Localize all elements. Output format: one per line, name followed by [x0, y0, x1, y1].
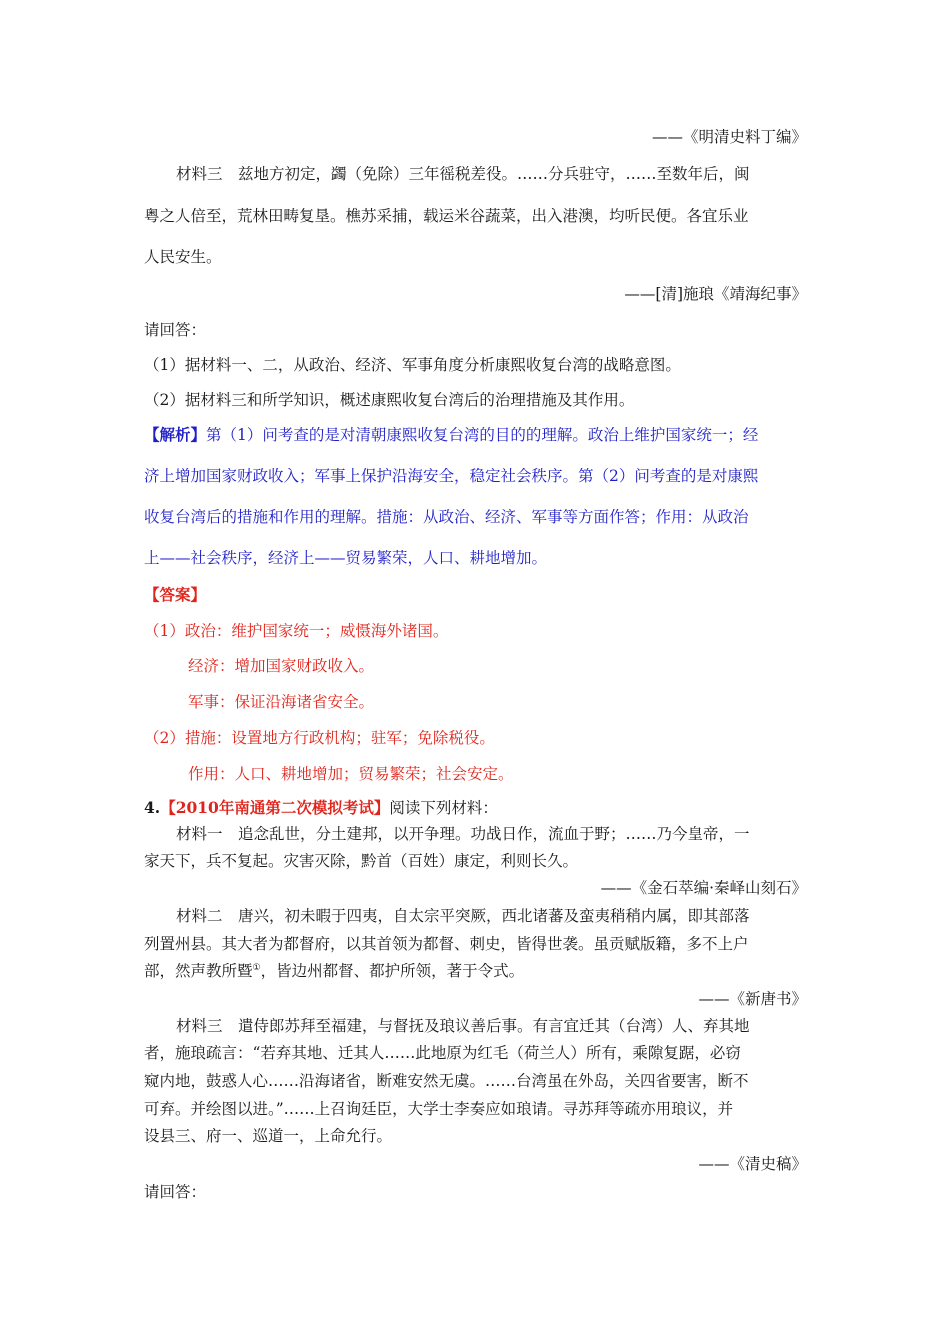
material-three-line: 人民安生。	[144, 248, 222, 266]
answer-tag: 【答案】	[144, 585, 207, 604]
material-three-line: 材料三 兹地方初定，蠲（免除）三年徭税差役。……分兵驻守，……至数年后，闽	[176, 165, 750, 183]
question-1: （1）据材料一、二，从政治、经济、军事角度分析康熙收复台湾的战略意图。	[144, 356, 681, 374]
analysis-line: 济上增加国家财政收入；军事上保护沿海安全，稳定社会秩序。第（2）问考查的是对康熙	[144, 467, 759, 485]
question-4-header	[144, 798, 498, 818]
answer-line: （1）政治：维护国家统一；威慑海外诸国。	[144, 622, 449, 640]
answer-line: 经济：增加国家财政收入。	[188, 657, 375, 675]
material-two-line	[144, 961, 524, 981]
source-citation: ——[清]施琅《靖海纪事》	[624, 285, 807, 303]
material-three-line: 可弃。并绘图以进。”……上召询廷臣，大学士李奏应如琅请。寻苏拜等疏亦用琅议，并	[144, 1100, 734, 1118]
material-three-line: 粤之人倍至，荒林田畴复垦。樵苏采捕，载运米谷蔬菜，出入港澳，均听民便。各宜乐业	[144, 207, 749, 225]
material-three-line: 窥内地，鼓惑人心……沿海诸省，断难安然无虞。……台湾虽在外岛，关四省要害，断不	[144, 1072, 749, 1090]
answer-line: 作用：人口、耕地增加；贸易繁荣；社会安定。	[188, 765, 514, 783]
question-prompt: 请回答：	[144, 321, 207, 339]
material-two-text: 部，然声教所暨	[144, 962, 253, 980]
material-one-line: 家天下，兵不复起。灾害灭除，黔首（百姓）康定，利则长久。	[144, 852, 579, 870]
read-instruction: 阅读下列材料：	[389, 799, 498, 817]
material-three-line: 材料三 遣侍郎苏拜至福建，与督抚及琅议善后事。有言宜迁其（台湾）人、弃其地	[176, 1017, 750, 1035]
analysis-line: 收复台湾后的措施和作用的理解。措施：从政治、经济、军事等方面作答；作用：从政治	[144, 508, 749, 526]
exam-source: 【2010年南通第二次模拟考试】	[160, 798, 390, 817]
material-three-line: 设县三、府一、巡道一，上命允行。	[144, 1127, 393, 1145]
material-two-line: 材料二 唐兴，初未暇于四夷，自太宗平突厥，西北诸蕃及蛮夷稍稍内属，即其部落	[176, 907, 750, 925]
material-two-text: ，皆边州都督、都护所领，著于令式。	[260, 962, 525, 980]
source-citation: ——《清史稿》	[698, 1155, 807, 1173]
material-one-line: 材料一 追念乱世，分土建邦，以开争理。功战日作，流血于野；……乃今皇帝，一	[176, 825, 750, 843]
question-number: 4.	[144, 798, 161, 817]
answer-line: 军事：保证沿海诸省安全。	[188, 693, 375, 711]
answer-line: （2）措施：设置地方行政机构；驻军；免除税役。	[144, 729, 495, 747]
analysis-line: 上——社会秩序，经济上——贸易繁荣，人口、耕地增加。	[144, 549, 548, 567]
question-prompt: 请回答：	[144, 1183, 207, 1201]
material-two-line: 列置州县。其大者为都督府，以其首领为都督、刺史，皆得世袭。虽贡赋版籍，多不上户	[144, 935, 749, 953]
analysis-tag: 【解析】	[144, 425, 207, 444]
source-citation: ——《新唐书》	[698, 990, 807, 1008]
source-citation: ——《明清史料丁编》	[651, 128, 807, 146]
analysis-text: 第（1）问考查的是对清朝康熙收复台湾的目的的理解。政治上维护国家统一；经	[206, 426, 759, 444]
source-citation: ——《金石萃编·秦峄山刻石》	[600, 879, 807, 897]
analysis-line	[144, 425, 758, 445]
footnote-marker: ①	[252, 962, 261, 973]
question-2: （2）据材料三和所学知识，概述康熙收复台湾后的治理措施及其作用。	[144, 391, 635, 409]
material-three-line: 者，施琅疏言：“若弃其地、迁其人……此地原为红毛（荷兰人）所有，乘隙复踞，必窃	[144, 1044, 741, 1062]
